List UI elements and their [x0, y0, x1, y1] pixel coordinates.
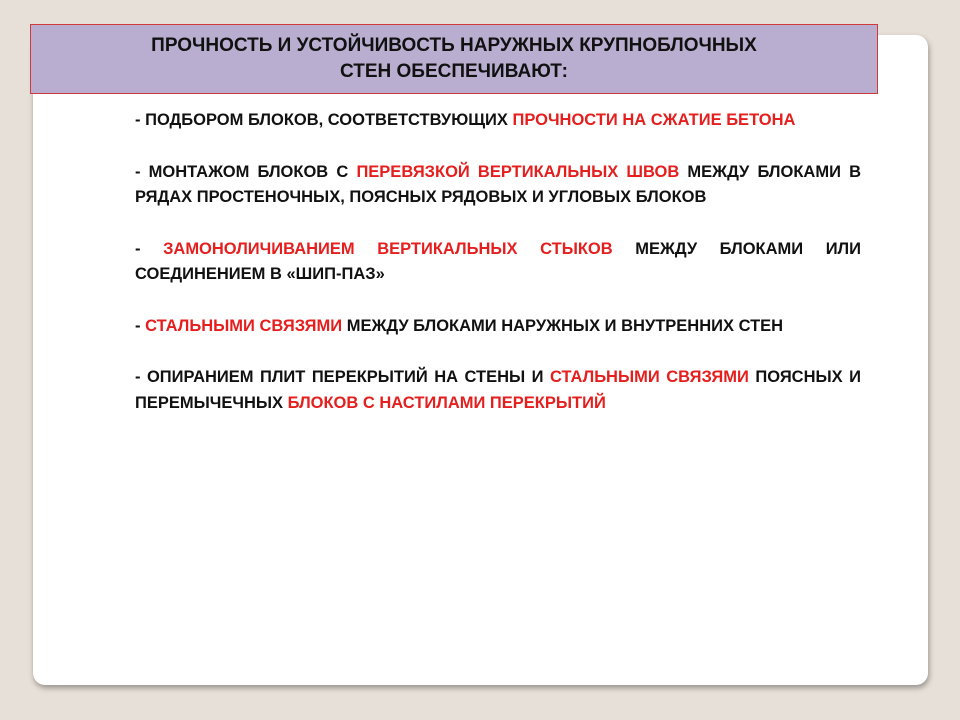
- list-item-block-selection: [135, 108, 861, 134]
- item-highlight: ПРОЧНОСТИ НА СЖАТИЕ БЕТОНА: [512, 111, 796, 129]
- item-text: - ПОДБОРОМ БЛОКОВ, СООТВЕТСТВУЮЩИХ: [135, 111, 513, 129]
- item-highlight: СТАЛЬНЫМИ СВЯЗЯМИ: [145, 316, 343, 335]
- list-item-block-mounting: [135, 160, 861, 211]
- item-text: ПОЯСНЫХ И ПЕРЕМЫЧЕЧНЫХ: [135, 368, 861, 412]
- list-item-joint-grouting: [135, 237, 861, 288]
- item-highlight: СТАЛЬНЫМИ СВЯЗЯМИ: [549, 368, 749, 386]
- list-item-steel-ties: [135, 314, 861, 340]
- bullet-list: [135, 108, 861, 442]
- item-text: МЕЖДУ БЛОКАМИ В РЯДАХ ПРОСТЕНОЧНЫХ, ПОЯСНЫХ РЯДОВЫХ И УГЛОВЫХ БЛОКОВ: [135, 162, 861, 206]
- item-text: - МОНТАЖОМ БЛОКОВ С: [135, 162, 357, 181]
- list-item-slab-support: [135, 365, 861, 416]
- item-text: -: [135, 316, 146, 335]
- item-text: -: [135, 239, 164, 258]
- item-text: МЕЖДУ БЛОКАМИ ИЛИ СОЕДИНЕНИЕМ В «ШИП-ПАЗ»: [135, 239, 861, 283]
- item-highlight: ЗАМОНОЛИЧИВАНИЕМ ВЕРТИКАЛЬНЫХ СТЫКОВ: [163, 239, 613, 258]
- page-title: [59, 33, 849, 85]
- title-box: [30, 24, 878, 94]
- item-highlight: БЛОКОВ С НАСТИЛАМИ ПЕРЕКРЫТИЙ: [287, 393, 606, 412]
- item-text: МЕЖДУ БЛОКАМИ НАРУЖНЫХ И ВНУТРЕННИХ СТЕН: [342, 316, 784, 335]
- item-text: - ОПИРАНИЕМ ПЛИТ ПЕРЕКРЫТИЙ НА СТЕНЫ И: [135, 368, 550, 386]
- title-line-2: СТЕН ОБЕСПЕЧИВАЮТ:: [340, 61, 568, 82]
- item-highlight: ПЕРЕВЯЗКОЙ ВЕРТИКАЛЬНЫХ ШВОВ: [356, 162, 680, 181]
- title-line-1: ПРОЧНОСТЬ И УСТОЙЧИВОСТЬ НАРУЖНЫХ КРУПНОБЛОЧНЫХ: [151, 35, 757, 56]
